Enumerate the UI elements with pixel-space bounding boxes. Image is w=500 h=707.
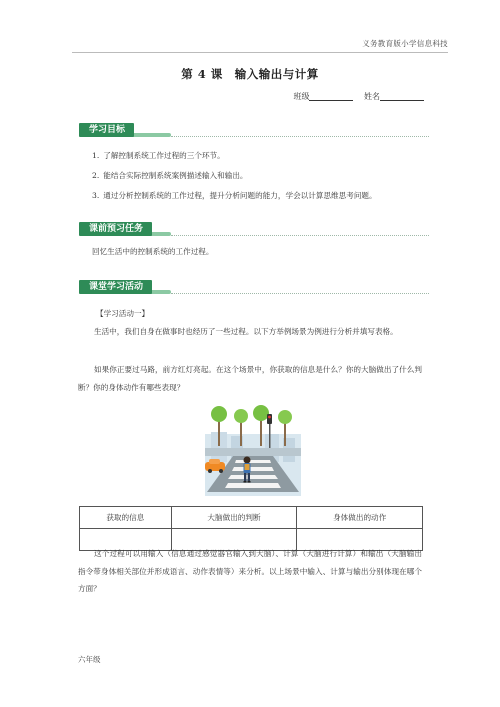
name-label: 姓名: [364, 92, 380, 101]
table-header-row: [80, 507, 423, 529]
section-goals-title: 学习目标: [79, 123, 134, 137]
section-goals-header: [79, 123, 429, 137]
lesson-name: 输入输出与计算: [234, 67, 319, 81]
goal-num: 2.: [92, 171, 100, 180]
goal-item-3: [92, 190, 377, 201]
preview-text: 回忆生活中的控制系统的工作过程。: [92, 247, 214, 256]
goal-text: 通过分析控制系统的工作过程，提升分析问题的能力，学会以计算思维思考问题。: [103, 191, 377, 200]
goal-num: 3.: [92, 191, 100, 200]
section-dotted-line: [171, 136, 429, 137]
table-header-cell: 大脑做出的判断: [171, 507, 297, 529]
section-preview-header: [79, 222, 429, 236]
name-blank[interactable]: [380, 91, 424, 101]
publisher-header: 义务教育版小学信息科技: [362, 39, 448, 48]
section-activities-title: 课堂学习活动: [79, 280, 152, 294]
grade-footer: 六年级: [78, 655, 101, 664]
section-activities-header: [79, 280, 429, 294]
table-header-cell: 身体做出的动作: [297, 507, 423, 529]
table-header-cell: 获取的信息: [80, 507, 172, 529]
header-divider: [72, 52, 448, 53]
class-label: 班级: [293, 92, 310, 101]
section-dotted-line: [171, 235, 429, 236]
crosswalk-illustration: [203, 404, 303, 496]
lesson-number: 第 4 课: [181, 67, 223, 81]
activity-paragraph-2: 如果你正要过马路，前方红灯亮起。在这个场景中，你获取的信息是什么？你的大脑做出了什么判断？你的身体动作有哪些表现？: [78, 365, 422, 392]
goal-item-1: [92, 150, 225, 161]
goal-text: 能结合实际控制系统案例描述输入和输出。: [103, 171, 248, 180]
section-preview-title: 课前预习任务: [79, 222, 152, 236]
section-dotted-line: [171, 293, 429, 294]
goal-num: 1.: [92, 151, 100, 160]
goal-item-2: [92, 170, 248, 181]
goal-text: 了解控制系统工作过程的三个环节。: [103, 151, 225, 160]
lesson-title: [0, 66, 500, 82]
student-fields: [293, 91, 424, 102]
activity-paragraph-3: 这个过程可以用输入（信息通过感觉器官输入到大脑）、计算（大脑进行计算）和输出（大脑输出指令带身体相关部位并形成语言、动作表情等）来分析。以上场景中输入、计算与输出分别体现在哪个方面？: [78, 549, 422, 593]
activity-tag: 【学习活动一】: [96, 309, 150, 318]
activity-paragraph-1: 生活中，我们自身在做事时也经历了一些过程。以下方举例场景为例进行分析并填写表格。: [94, 327, 398, 336]
class-blank[interactable]: [309, 91, 353, 101]
